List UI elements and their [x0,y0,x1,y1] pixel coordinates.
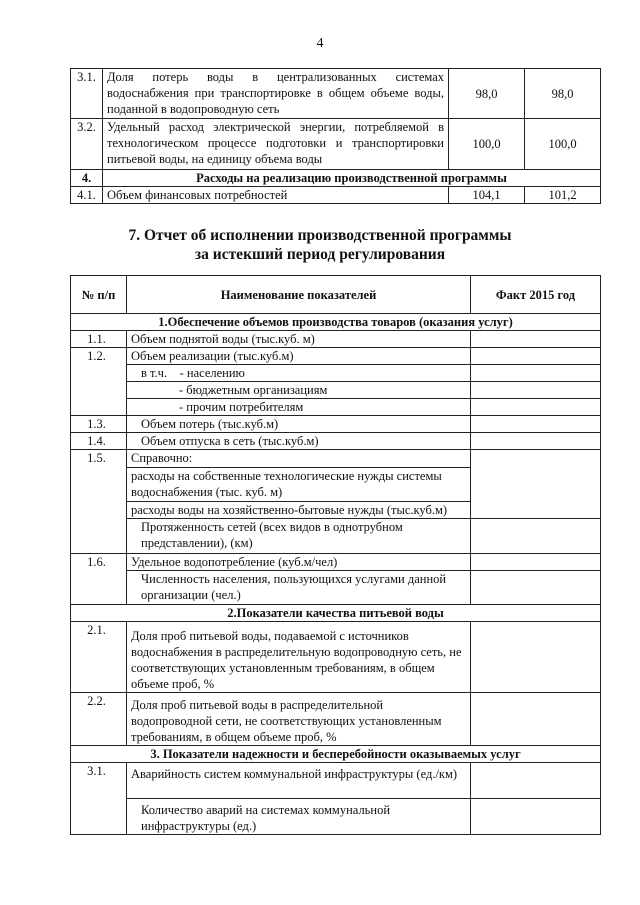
row-text: Численность населения, пользующихся услугами данной организации (чел.) [127,571,471,605]
row-text: Справочно: [127,450,471,468]
row-number: 3.1. [71,69,103,119]
row-value-fact: 101,2 [525,187,601,204]
table-row [71,331,601,348]
row-number: 1.2. [71,348,127,416]
indicators-table-continued [70,68,601,204]
section-heading [0,226,640,264]
row-text: расходы воды на хозяйственно-бытовые нужды (тыс.куб.м) [127,502,471,519]
section-title: 1.Обеспечение объемов производства товаров (оказания услуг) [71,314,601,331]
row-text: расходы на собственные технологические нужды системы водоснабжения (тыс. куб. м) [127,468,471,502]
header-num: № п/п [71,276,127,314]
row-number: 1.5. [71,450,127,554]
row-text: Протяженность сетей (всех видов в однотрубном представлении), (км) [127,519,471,554]
row-text: Доля проб питьевой воды, подаваемой с источников водоснабжения в распределительную водопроводную сеть, не соответствующих установленным требованиям, в общем объеме проб, % [127,622,471,693]
table-row [71,519,601,554]
section-header-row [71,605,601,622]
row-text: Количество аварий на системах коммунальной инфраструктуры (ед.) [127,799,471,835]
row-number: 4.1. [71,187,103,204]
table-row [71,69,601,119]
table-row [71,348,601,365]
row-value-fact: 100,0 [525,119,601,170]
table-row [71,554,601,571]
row-number: 2.1. [71,622,127,693]
row-text: - прочим потребителям [127,399,471,416]
section-number: 4. [71,170,103,187]
fact-cell [471,571,601,605]
section-header-row [71,314,601,331]
row-text: Доля проб питьевой воды в распределительной водопроводной сети, не соответствующих установленным требованиям, в общем объеме проб, % [127,693,471,746]
row-number: 1.1. [71,331,127,348]
row-number: 3.2. [71,119,103,170]
row-number: 1.6. [71,554,127,605]
fact-cell [471,693,601,746]
fact-cell [471,433,601,450]
fact-cell [471,348,601,365]
heading-line-1: 7. Отчет об исполнении производственной программы [128,227,512,244]
row-text: Объем отпуска в сеть (тыс.куб.м) [127,433,471,450]
section-header-row [71,746,601,763]
fact-cell [471,799,601,835]
heading-line-2: за истекший период регулирования [194,246,446,263]
fact-cell [471,399,601,416]
fact-cell [471,365,601,382]
row-value-plan: 98,0 [449,69,525,119]
fact-cell [471,382,601,399]
fact-cell [471,519,601,554]
fact-cell [471,450,601,519]
section-header-row [71,170,601,187]
row-number: 2.2. [71,693,127,746]
table-row [71,799,601,835]
fact-cell [471,416,601,433]
table-row [71,450,601,468]
table-row [71,571,601,605]
table-row [71,763,601,799]
table-row [71,622,601,693]
fact-cell [471,763,601,799]
row-number: 1.4. [71,433,127,450]
row-text: Удельное водопотребление (куб.м/чел) [127,554,471,571]
fact-cell [471,554,601,571]
row-text: - бюджетным организациям [127,382,471,399]
row-prefix: в т.ч. [141,366,168,380]
row-subtext: - населению [179,366,245,380]
section-title: 3. Показатели надежности и бесперебойности оказываемых услуг [71,746,601,763]
header-row [71,276,601,314]
row-value-fact: 98,0 [525,69,601,119]
row-value-plan: 104,1 [449,187,525,204]
table-row [71,187,601,204]
row-number: 1.3. [71,416,127,433]
row-text: Объем финансовых потребностей [103,187,449,204]
fact-cell [471,622,601,693]
table-row [71,399,601,416]
table-row [71,365,601,382]
row-text: Удельный расход электрической энергии, потребляемой в технологическом процессе подготовки и транспортировки питьевой воды, на единицу объема воды [103,119,449,170]
row-value-plan: 100,0 [449,119,525,170]
table-row [71,416,601,433]
row-text: Объем потерь (тыс.куб.м) [127,416,471,433]
row-text: Объем реализации (тыс.куб.м) [127,348,471,365]
table-row [71,693,601,746]
row-text: Доля потерь воды в централизованных системах водоснабжения при транспортировке в общем объеме воды, поданной в водопроводную сеть [103,69,449,119]
row-number: 3.1. [71,763,127,835]
table-row [71,382,601,399]
page-number: 4 [316,36,324,51]
report-table [70,275,601,835]
table-row [71,119,601,170]
table-row [71,433,601,450]
section-title: 2.Показатели качества питьевой воды [71,605,601,622]
header-fact: Факт 2015 год [471,276,601,314]
header-name: Наименование показателей [127,276,471,314]
row-text [127,365,471,382]
section-title: Расходы на реализацию производственной программы [103,170,601,187]
row-text: Аварийность систем коммунальной инфраструктуры (ед./км) [127,763,471,799]
fact-cell [471,331,601,348]
row-text: Объем поднятой воды (тыс.куб. м) [127,331,471,348]
